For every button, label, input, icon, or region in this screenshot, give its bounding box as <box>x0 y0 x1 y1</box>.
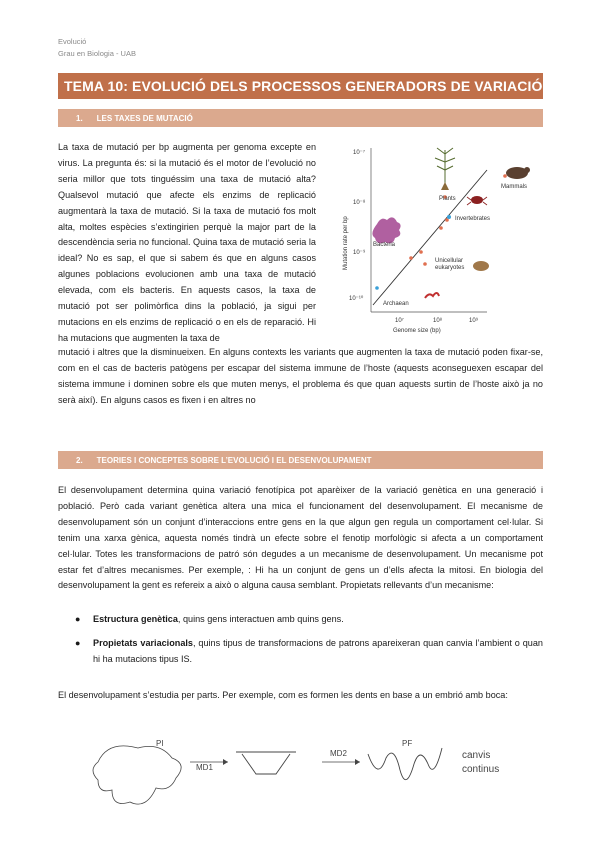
degree-name: Grau en Biologia - UAB <box>58 49 136 58</box>
section-number: 1. <box>76 113 83 123</box>
initial-pattern-shape <box>93 746 181 804</box>
bacteria-icon <box>372 217 400 243</box>
intermediate-pattern-shape <box>236 752 296 774</box>
y-tick-label: 10⁻⁹ <box>353 250 366 256</box>
section-title: TEORIES I CONCEPTES SOBRE L’EVOLUCIÓ I EL DESENVOLUPAMENT <box>96 455 372 465</box>
x-tick-label: 10⁹ <box>469 318 479 324</box>
data-point <box>503 174 507 178</box>
final-pattern-shape <box>368 748 442 780</box>
list-item <box>75 636 543 668</box>
list-item-text: , quins gens interactuen amb quins gens. <box>177 614 344 624</box>
section-title: LES TAXES DE MUTACIÓ <box>96 113 193 123</box>
list-item-term: Estructura genètica <box>93 614 178 624</box>
label-plants: Plants <box>439 196 456 202</box>
x-tick-label: 10⁷ <box>395 318 404 324</box>
section2-paragraph: El desenvolupament determina quina variació fenotípica pot aparèixer de la variació genètica en una generació i població. Però cada variant genètica altera una mica el funcionament del desenvolupament. El mecanisme de desenvolupament són un conjunt d’interaccions entre gens en la que algun gen regula un comportament cel·lular. Si tenim una xarxa gènica, aquesta només tindrà un efecte sobre el fenotip morfològic si afecta a un comportament cel·lular. Totes les transformacions de patró són degudes a un mecanisme de desenvolupament. Un mecanisme pot estar fet d’altres mecanismes. Per exemple, : Hi ha un conjunt de gens un d’ells afecta la mitosi. En biologia del desenvolupament la gent es refereix a això o alguna causa semblant. Propietats rellevants d’un mecanisme: <box>58 485 543 591</box>
data-point <box>439 226 443 230</box>
plant-icon <box>435 148 455 190</box>
section-heading-1 <box>58 109 543 127</box>
tooth-development-figure <box>58 722 543 818</box>
invertebrate-icon <box>467 196 487 205</box>
label-md2: MD2 <box>330 749 347 758</box>
label-invertebrates: Invertebrates <box>455 216 491 222</box>
data-point <box>423 262 427 266</box>
label-archaea: Archaean <box>383 301 409 307</box>
page-title: TEMA 10: EVOLUCIÓ DELS PROCESSOS GENERADORS DE VARIACIÓ <box>58 73 543 99</box>
section-number: 2. <box>76 455 83 465</box>
label-pf: PF <box>402 739 413 748</box>
mutation-rate-figure <box>337 140 543 340</box>
list-item-text: , quins tipus de transformacions de patrons apareixeran quan canvia l’ambient o quan hi ha mutacions tipus IS. <box>93 637 543 664</box>
archaea-icon <box>425 293 439 298</box>
mammal-icon <box>506 167 530 179</box>
label-pi: PI <box>156 739 164 748</box>
y-axis-label: Mutation rate per bp <box>343 216 349 270</box>
x-tick-label: 10⁸ <box>433 318 443 324</box>
label-mammals: Mammals <box>501 184 528 190</box>
section1-paragraph-full: mutació i altres que la disminueixen. En alguns contexts les variants que augmenten la taxa de mutació poden fixar-se, com en el cas de bacteris patògens per escapar del sistema immune de l’hoste (aquests aconseguexen escapar del sistema immune i dominen sobre els que muten menys, el problema és que quan aquests surtin de l’hoste això ja no serà així). En alguns casos es fixen i en altres no <box>58 347 543 405</box>
section2-paragraph-2: El desenvolupament s’estudia per parts. Per exemple, com es formen les dents en base a un embrió amb boca: <box>58 690 508 700</box>
y-tick-label: 10⁻⁷ <box>353 150 366 156</box>
list-item <box>75 612 543 628</box>
bullet-icon: ● <box>75 637 81 648</box>
data-point <box>409 256 413 260</box>
label-canvis: canvis <box>462 750 491 761</box>
y-tick-label: 10⁻¹⁰ <box>349 296 364 302</box>
unicellular-icon <box>473 261 489 271</box>
y-tick-label: 10⁻⁸ <box>353 200 366 206</box>
x-axis-label: Genome size (bp) <box>393 328 441 334</box>
section-heading-2 <box>58 451 543 469</box>
label-continus: continus <box>462 764 500 775</box>
data-point <box>447 215 451 219</box>
label-unicellular: Unicellular <box>435 258 464 264</box>
section1-paragraph-wrapped: La taxa de mutació per bp augmenta per genoma excepte en virus. La pregunta és: si la mutació és el motor de l’evolució no seria millor que tots tinguéssim una taxa de mutació alta? Qualsevol mutació que afecte els enzims de replicació augmentarà la taxa de mutació. Si la taxa de mutació fos molt alta, moltes espècies s’extingirien perquè la major part de la descendència seria no funcional. Quina taxa de mutació seria la ideal? No es sap, el que si sabem és que en alguns casos algunes poblacions evolucionen amb una taxa de mutació elevada, com els bacteris. En aquests casos, la taxa de mutació pot ser polimòrfica dins la població, ja sigui per mutacions en els enzims de replicació o en els de reparació. Hi ha mutacions que augmenten la taxa de <box>58 142 316 343</box>
list-item-term: Propietats variacionals <box>93 637 193 648</box>
label-eukaryotes: eukaryotes <box>435 265 465 271</box>
course-name: Evolució <box>58 37 87 46</box>
properties-list <box>75 612 543 676</box>
bullet-icon: ● <box>75 614 81 624</box>
data-point <box>419 250 423 254</box>
data-point <box>375 286 379 290</box>
label-md1: MD1 <box>196 763 213 772</box>
header-meta <box>58 36 136 60</box>
label-bacteria: Bacteria <box>373 242 396 248</box>
